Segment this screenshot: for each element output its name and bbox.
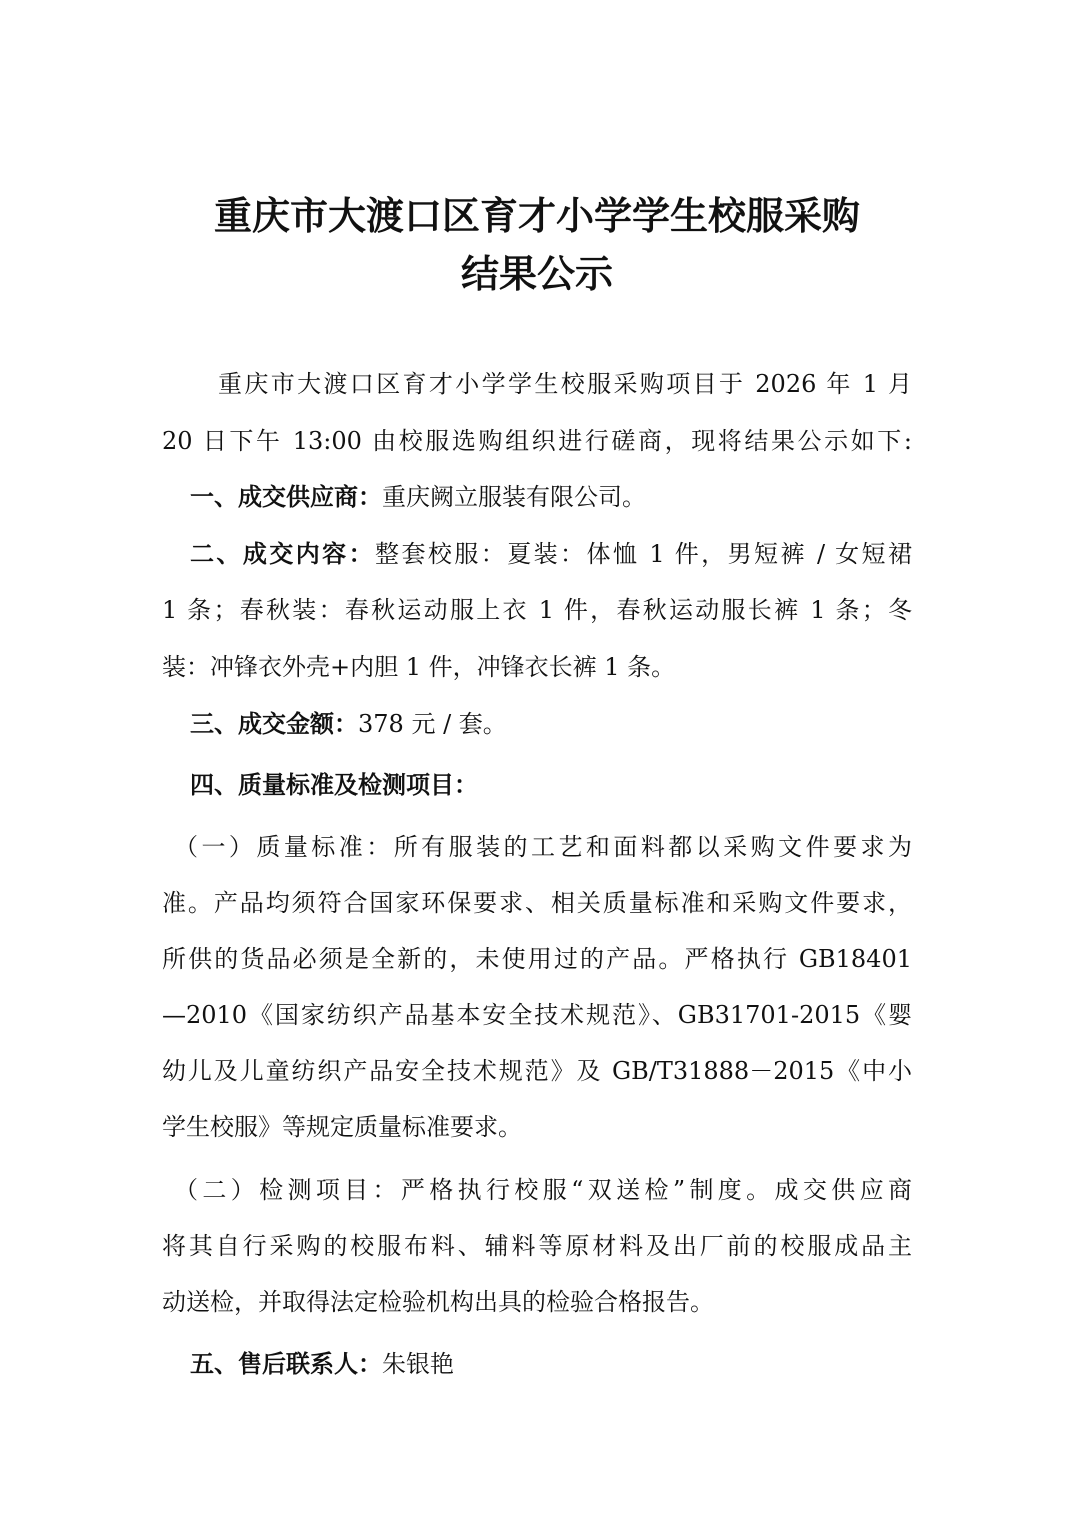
quality-standard-line-6: 学生校服》等规定质量标准要求。 <box>162 1113 522 1141</box>
section-content-line-2: 1 条；春秋装：春秋运动服上衣 1 件，春秋运动服长裤 1 条；冬 <box>162 596 912 624</box>
section-supplier-value: 重庆阙立服装有限公司。 <box>382 483 646 511</box>
inspection-line-1: （二）检测项目：严格执行校服“双送检”制度。成交供应商 <box>174 1176 912 1204</box>
quality-standard-line-1: （一）质量标准：所有服装的工艺和面料都以采购文件要求为 <box>174 833 912 861</box>
document-title-line2: 结果公示 <box>460 252 613 296</box>
inspection-line-3: 动送检，并取得法定检验机构出具的检验合格报告。 <box>162 1288 714 1316</box>
quality-standard-line-3: 所供的货品必须是全新的，未使用过的产品。严格执行 GB18401 <box>162 945 912 973</box>
quality-standard-line-4: —2010《国家纺织产品基本安全技术规范》、GB31701-2015《婴 <box>162 1001 912 1029</box>
intro-line-2: 20 日下午 13:00 由校服选购组织进行磋商，现将结果公示如下: <box>162 427 912 455</box>
section-contact-label: 五、售后联系人： <box>190 1350 382 1378</box>
intro-line-1: 重庆市大渡口区育才小学学生校服采购项目于 2026 年 1 月 <box>218 370 912 398</box>
section-contact-value: 朱银艳 <box>382 1350 454 1378</box>
inspection-line-2: 将其自行采购的校服布料、辅料等原材料及出厂前的校服成品主 <box>162 1232 912 1260</box>
section-content-value: 整套校服：夏装：体恤 1 件，男短裤 / 女短裙 <box>375 540 912 568</box>
section-supplier <box>190 482 912 512</box>
quality-standard-line-2: 准。产品均须符合国家环保要求、相关质量标准和采购文件要求， <box>162 889 912 917</box>
section-quality-heading: 四、质量标准及检测项目： <box>190 771 478 799</box>
section-content-line-1 <box>190 539 912 569</box>
section-content-label: 二、成交内容： <box>190 540 376 568</box>
section-amount-label: 三、成交金额： <box>190 710 358 738</box>
section-content-line-3: 装：冲锋衣外壳+内胆 1 件，冲锋衣长裤 1 条。 <box>162 653 676 681</box>
section-amount-value: 378 元 / 套。 <box>358 710 507 738</box>
document-title-line1: 重庆市大渡口区育才小学学生校服采购 <box>213 194 860 238</box>
section-supplier-label: 一、成交供应商： <box>190 483 382 511</box>
quality-standard-line-5: 幼儿及儿童纺织产品安全技术规范》及 GB/T31888－2015《中小 <box>162 1057 912 1085</box>
section-contact <box>190 1349 912 1379</box>
section-amount <box>190 709 912 739</box>
